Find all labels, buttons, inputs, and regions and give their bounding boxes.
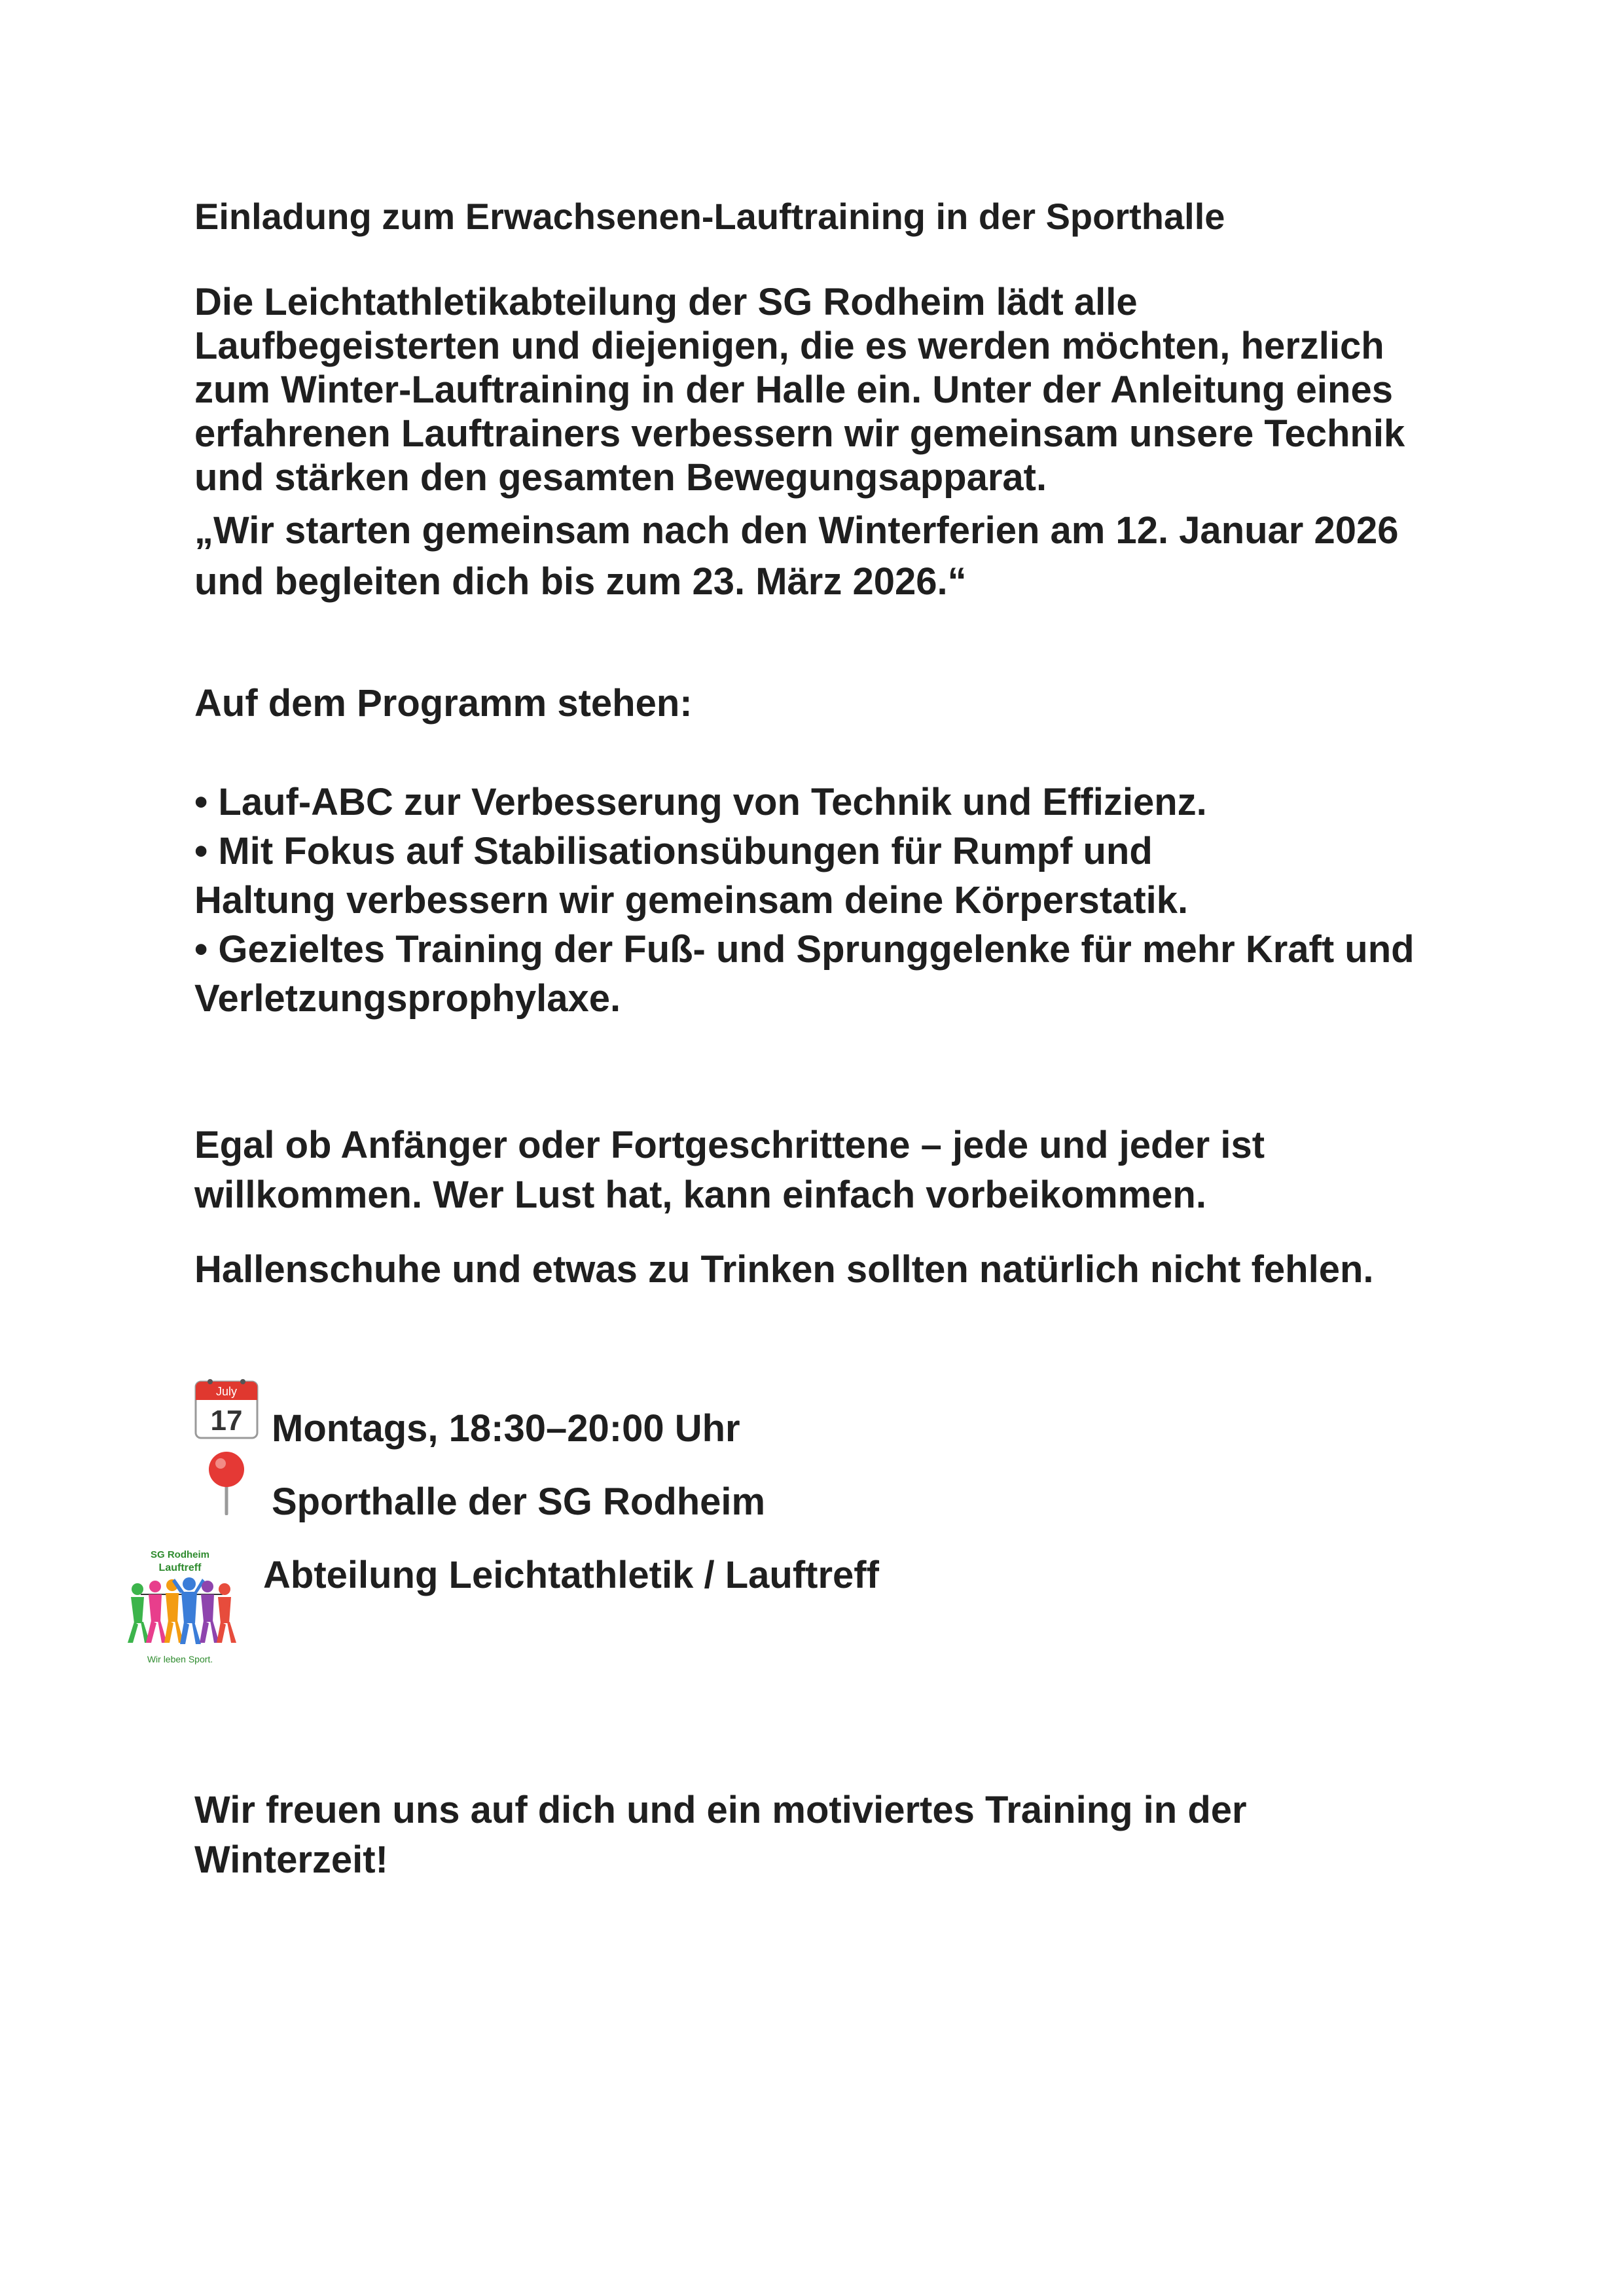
- logo-club-name: SG Rodheim: [150, 1549, 210, 1560]
- calendar-day: 17: [210, 1405, 243, 1437]
- logo-slogan: Wir leben Sport.: [147, 1654, 213, 1664]
- start-date-quote: [194, 505, 1399, 607]
- program-line: • Lauf-ABC zur Verbesserung von Technik und Effizienz.: [194, 781, 1207, 823]
- intro-line: erfahrenen Lauftrainers verbessern wir gemeinsam unsere Technik: [194, 412, 1405, 455]
- program-line: Verletzungsprophylaxe.: [194, 977, 621, 1020]
- calendar-icon: [194, 1378, 259, 1439]
- program-heading: Auf dem Programm stehen:: [194, 682, 693, 725]
- closing-line: Wir freuen uns auf dich und ein motiviertes Training in der: [194, 1789, 1247, 1831]
- program-list: [194, 778, 1415, 1023]
- intro-line: zum Winter-Lauftraining in der Halle ein. Unter der Anleitung eines: [194, 368, 1393, 411]
- training-location: Sporthalle der SG Rodheim: [272, 1480, 766, 1523]
- welcome-paragraph: [194, 1121, 1265, 1220]
- quote-line: „Wir starten gemeinsam nach den Winterferien am 12. Januar 2026: [194, 509, 1399, 552]
- closing-paragraph: [194, 1785, 1247, 1885]
- program-line: • Gezieltes Training der Fuß- und Sprunggelenke für mehr Kraft und: [194, 928, 1415, 971]
- runners-logo: [115, 1545, 245, 1676]
- intro-line: Die Leichtathletikabteilung der SG Rodheim lädt alle: [194, 281, 1138, 323]
- welcome-line: willkommen. Wer Lust hat, kann einfach vorbeikommen.: [194, 1174, 1206, 1216]
- department-label: Abteilung Leichtathletik / Lauftreff: [263, 1554, 879, 1596]
- training-time: Montags, 18:30–20:00 Uhr: [272, 1407, 740, 1450]
- map-pin-icon: [202, 1450, 251, 1515]
- calendar-month: July: [215, 1385, 238, 1398]
- quote-line: und begleiten dich bis zum 23. März 2026.“: [194, 560, 967, 603]
- intro-line: Laufbegeisterten und diejenigen, die es werden möchten, herzlich: [194, 325, 1384, 367]
- program-line: Haltung verbessern wir gemeinsam deine Körperstatik.: [194, 879, 1189, 922]
- intro-line: und stärken den gesamten Bewegungsapparat.: [194, 456, 1047, 499]
- logo-lauftreff: Lauftreff: [158, 1562, 202, 1573]
- closing-line: Winterzeit!: [194, 1839, 388, 1881]
- document-title: Einladung zum Erwachsenen-Lauftraining in der Sporthalle: [194, 196, 1225, 237]
- shoes-reminder: Hallenschuhe und etwas zu Trinken sollten natürlich nicht fehlen.: [194, 1248, 1374, 1291]
- intro-paragraph: [194, 280, 1405, 499]
- welcome-line: Egal ob Anfänger oder Fortgeschrittene – jede und jeder ist: [194, 1124, 1265, 1166]
- program-line: • Mit Fokus auf Stabilisationsübungen für Rumpf und: [194, 830, 1153, 872]
